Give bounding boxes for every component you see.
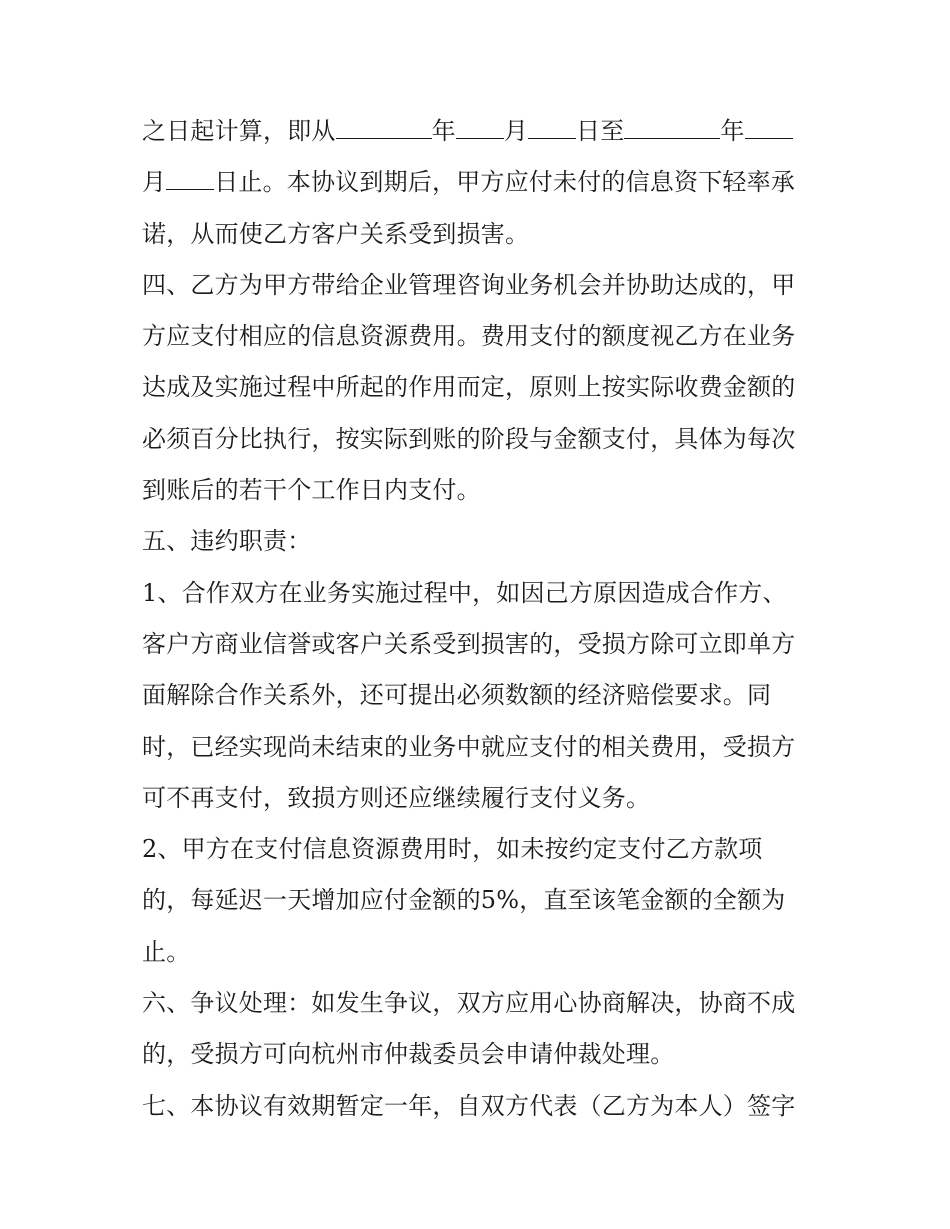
clause-four-heading-line: 四、乙方为甲方带给企业管理咨询业务机会并协助达成的，甲 xyxy=(142,270,796,299)
text-line: 的，每延迟一天增加应付金额的5%，直至该笔金额的全额为 xyxy=(142,886,786,915)
text-line: 必须百分比执行，按实际到账的阶段与金额支付，具体为每次 xyxy=(142,424,796,453)
date-blank-day-start xyxy=(528,116,576,139)
text-segment: 年 xyxy=(431,117,456,145)
clause-seven-heading-line: 七、本协议有效期暂定一年，自双方代表（乙方为本人）签字 xyxy=(142,1091,796,1120)
text-segment: 月 xyxy=(142,168,167,197)
text-segment: 月 xyxy=(503,117,529,145)
text-segment: 日止。本协议到期后，甲方应付未付的信息资下轻率承 xyxy=(214,168,796,197)
agreement-body-text xyxy=(142,106,814,1132)
text-line: 面解除合作关系外，还可提出必须数额的经济赔偿要求。同 xyxy=(142,681,772,710)
text-segment: 年 xyxy=(720,117,745,145)
date-blank-year-end xyxy=(624,116,720,139)
text-line: 可不再支付，致损方则还应继续履行支付义务。 xyxy=(142,783,651,812)
text-segment: 之日起计算，即从 xyxy=(142,117,336,145)
text-line: 诺，从而使乙方客户关系受到损害。 xyxy=(142,219,530,248)
text-line xyxy=(142,157,814,208)
text-line: 方应支付相应的信息资源费用。费用支付的额度视乙方在业务 xyxy=(142,322,796,351)
clause-six-heading-line: 六、争议处理：如发生争议，双方应用心协商解决，协商不成 xyxy=(142,989,796,1018)
text-line: 客户方商业信誉或客户关系受到损害的，受损方除可立即单方 xyxy=(142,629,796,658)
date-blank-day-end xyxy=(166,167,214,190)
text-line: 止。 xyxy=(142,937,191,966)
text-line: 的，受损方可向杭州市仲裁委员会申请仲裁处理。 xyxy=(142,1040,675,1069)
date-blank-year-start xyxy=(336,116,432,139)
date-blank-month-start xyxy=(456,116,504,139)
sub-clause-two-line: 2、甲方在支付信息资源费用时，如未按约定支付乙方款项 xyxy=(142,835,763,864)
text-line: 到账后的若干个工作日内支付。 xyxy=(142,476,481,505)
text-line xyxy=(142,106,814,157)
date-blank-month-end xyxy=(745,116,793,139)
text-segment: 日至 xyxy=(576,117,625,145)
sub-clause-one-line: 1、合作双方在业务实施过程中，如因己方原因造成合作方、 xyxy=(142,578,787,607)
text-line: 达成及实施过程中所起的作用而定，原则上按实际收费金额的 xyxy=(142,373,796,402)
clause-five-heading: 五、违约职责： xyxy=(142,527,312,556)
text-line: 时，已经实现尚未结束的业务中就应支付的相关费用，受损方 xyxy=(142,732,796,761)
